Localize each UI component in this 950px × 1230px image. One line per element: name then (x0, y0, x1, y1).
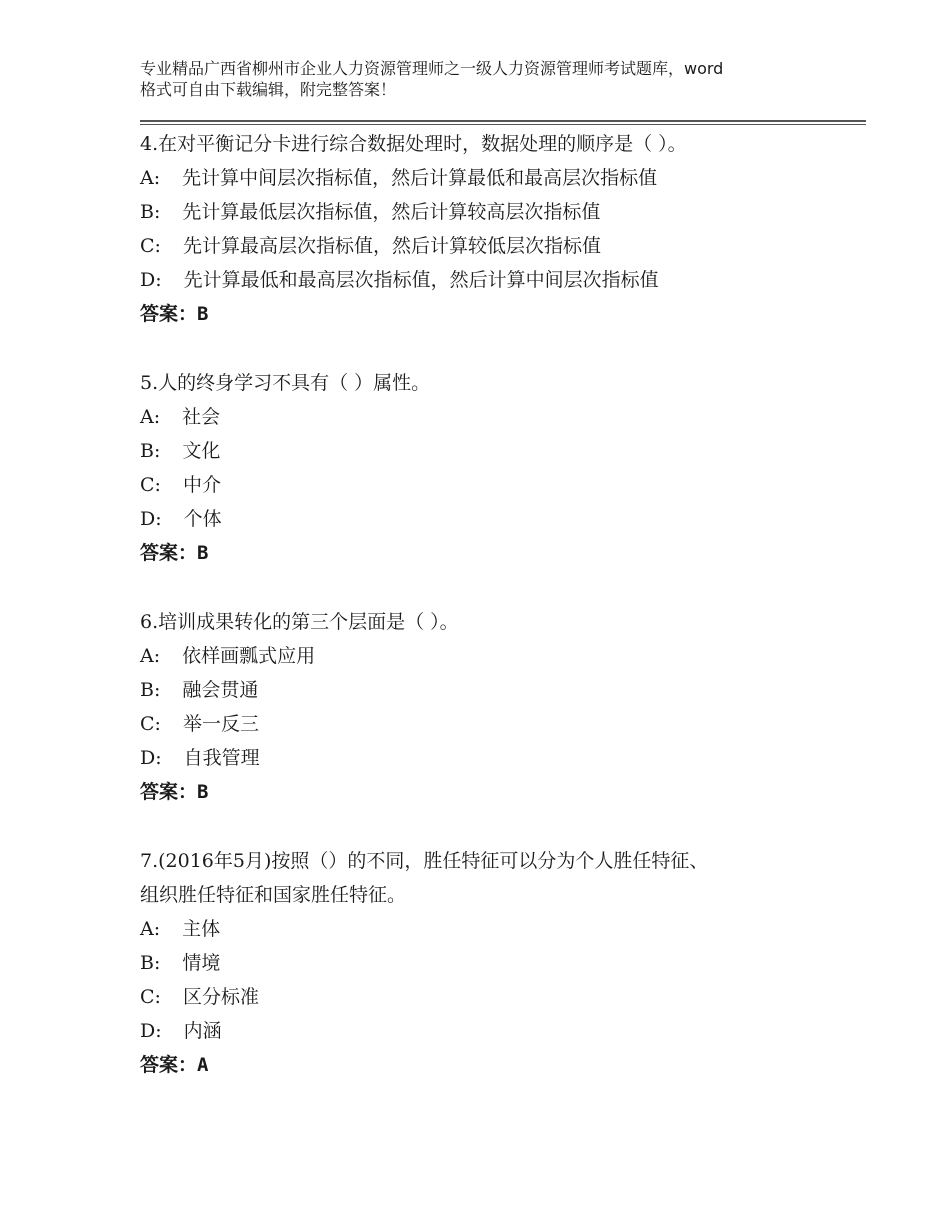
header-rule-top (140, 120, 866, 122)
question-7 (140, 844, 840, 1082)
header-line-2: 格式可自由下载编辑，附完整答案！ (140, 80, 397, 99)
option-key: A: (140, 645, 161, 667)
option-key: B: (140, 679, 161, 701)
option-c (140, 229, 840, 263)
header-line-1: 专业精品广西省柳州市企业人力资源管理师之一级人力资源管理师考试题库，word (140, 59, 724, 78)
option-text: 自我管理 (183, 747, 260, 769)
option-a (140, 400, 840, 434)
option-key: C: (140, 713, 161, 735)
option-key: D: (140, 1020, 162, 1042)
option-b (140, 434, 840, 468)
option-text: 内涵 (183, 1020, 222, 1042)
option-text: 情境 (182, 952, 221, 974)
option-text: 社会 (182, 406, 221, 428)
option-text: 举一反三 (182, 713, 259, 735)
option-a (140, 912, 840, 946)
option-d (140, 741, 840, 775)
answer-label: 答案： (140, 781, 198, 803)
question-text: 4.在对平衡记分卡进行综合数据处理时，数据处理的顺序是（ ）。 (140, 133, 687, 155)
option-text: 融会贯通 (182, 679, 259, 701)
answer-line (140, 1048, 840, 1082)
option-key: B: (140, 440, 161, 462)
question-4 (140, 127, 840, 331)
option-text: 主体 (182, 918, 221, 940)
option-b (140, 946, 840, 980)
option-text: 先计算最高层次指标值，然后计算较低层次指标值 (182, 235, 601, 257)
answer-line (140, 297, 840, 331)
option-text: 依样画瓢式应用 (182, 645, 316, 667)
option-b (140, 195, 840, 229)
option-a (140, 161, 840, 195)
option-key: C: (140, 235, 161, 257)
answer-label: 答案： (140, 1054, 198, 1076)
answer-line (140, 536, 840, 570)
question-text: 7.(2016年5月)按照（）的不同，胜任特征可以分为个人胜任特征、 组织胜任特征和国家胜任特征。 (140, 850, 709, 906)
option-d (140, 263, 840, 297)
option-b (140, 673, 840, 707)
option-key: B: (140, 952, 161, 974)
answer-value: B (197, 542, 209, 564)
option-text: 先计算最低层次指标值，然后计算较高层次指标值 (182, 201, 601, 223)
question-text: 5.人的终身学习不具有（ ）属性。 (140, 372, 431, 394)
option-key: D: (140, 747, 162, 769)
option-key: D: (140, 269, 162, 291)
option-c (140, 707, 840, 741)
option-key: A: (140, 406, 161, 428)
option-text: 区分标准 (182, 986, 259, 1008)
answer-value: A (197, 1054, 209, 1076)
document-header (140, 58, 840, 100)
option-text: 先计算最低和最高层次指标值，然后计算中间层次指标值 (183, 269, 659, 291)
option-text: 中介 (182, 474, 221, 496)
option-key: B: (140, 201, 161, 223)
answer-label: 答案： (140, 303, 198, 325)
answer-line (140, 775, 840, 809)
option-key: D: (140, 508, 162, 530)
option-d (140, 502, 840, 536)
question-text: 6.培训成果转化的第三个层面是（ ）。 (140, 611, 459, 633)
option-key: A: (140, 918, 161, 940)
option-text: 个体 (183, 508, 222, 530)
question-6 (140, 605, 840, 809)
option-a (140, 639, 840, 673)
header-rule-bottom (140, 124, 866, 125)
option-key: C: (140, 474, 161, 496)
option-key: C: (140, 986, 161, 1008)
option-c (140, 980, 840, 1014)
question-5 (140, 366, 840, 570)
option-d (140, 1014, 840, 1048)
option-c (140, 468, 840, 502)
option-key: A: (140, 167, 161, 189)
answer-value: B (197, 303, 209, 325)
answer-value: B (197, 781, 209, 803)
answer-label: 答案： (140, 542, 198, 564)
option-text: 先计算中间层次指标值，然后计算最低和最高层次指标值 (182, 167, 658, 189)
option-text: 文化 (182, 440, 221, 462)
